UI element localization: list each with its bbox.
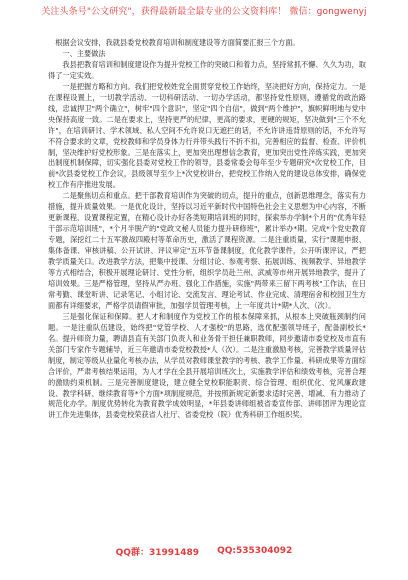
intro-paragraph: 根据会议安排，我就县委党校教育培训和制度建设等方面简要汇报三个方面。 xyxy=(55,38,300,47)
body-paragraph: 三是强化保证和保障。把人才和制度作为党校工作的根本保障来抓，从根本上突破瓶颈制约问题。一是注重队伍建设，始终把"党管学校、人才强校"的思路，选优配强领导班子，配备副校长*名。提升师资力量，聘请县直有关部门负责人和业务骨干担任兼职教师，同步邀请市委党校及市直有关部门专家作专题辅导，近三年邀请市委党校教授*人（次）。二是注重激励考核，完善教学质量评估制度，制定等级从业量化考核办法，从学员对教师课堂教学的考核、教学工作量、科研成果等方面综合评价，严肃考核结果运用，为人才学在全县开展培训班次上，实施教学评估和绩效考核，完善合理的激励约束机制。三是完善制度建设，建立健全党校职能职责、综合管理、组织优化、党风廉政建设、教学科研、继续教育等*个方面*项制度规范，并按照新规定新要求适时完善、增减、有力推动了规范化办学。制度优势转化为教育教学成效明显，*年县委讲师组被省委宣传部、讲师团评为理论宣讲工作先进集体，县委党校荣获省人社厅、省委党校（院）优秀科研工作组织奖。 xyxy=(48,311,366,420)
body-paragraph: 一是把握方略和方向。我们把党校姓党全面贯穿党校工作始终，坚决把好方向，保持定力。一是在课程设置上，一切教学活动、一切科研活动、一切办学活动，都坚持党性原则，遵循党的政治路线，忠诚捍卫"两个确立"，树牢"四个意识"，坚定"四个自信"，做到"两个维护"，旗帜鲜明地与党中央保持高度一致。二是在要求上，坚持更严的纪律，更高的要求，更硬的规矩，坚决做到"三个不允许"，在培训研讨、学术领域、私人空间不允许说口无遮拦的话，不允许讲违背原则的话，不允许写不符合要求的文章，党校教师和学员身体力行并带头践行不折不扣，完善相应的监督、检查、评价机制，坚决维护好党校形象。三是在落实上，更加突出理想信念教育，更加突出党性淬炼实践，更加突出制度机制保障，切实强化县委对党校工作的领导，县委常委会每年至少专题研究*次党校工作，目前*次县委党校工作会议，县级领导至少上*次党校讲台，把党校工作纳入党的建设总体安排，确保党校工作有序推进发展。 xyxy=(48,81,366,190)
body-paragraph: 我县把教育培训和制度建设作为提升党校工作的突破口和着力点，坚持常抓不懈、久久为功，取得了一定实效。 xyxy=(48,59,366,80)
banner-text: 关注头条号"公文研究"，获得最新最全最专业的公文资料库！ 微信：gongwenyj xyxy=(41,6,367,17)
section-heading: 一、主要做法 xyxy=(62,48,106,58)
top-banner xyxy=(0,0,408,24)
body-paragraph: 二是聚焦切点和重点。把干部教育培训作为突破的切点，提升的重点，创新思维理念，落实有力措施，提升质量效果。一是优化设计，坚持以习近平新时代中国特色社会主义思想为中心内容，不断更新课程、设置课程定置，在精心设计办好各类短期培训班的同时，探索举办学制*个月的"优秀年轻干部示范培训班"，*个月半脱产的"党政文秘人员能力提升研修班"，累计举办*期。完成*个党史教育专题，深挖红二十五军激战四殿村等革命历史，激活了课程资源。二是注重质量，实行"课题申报、集体备课、审核讲稿、公开试讲、评议审定"五环节备课制度，优化教学课件，公开听课评议，严把教学质量关口。改进教学方法，把集中授课、分组讨论、参观考察、拓展训练、视频教学、异地教学等方式相结合，积极开展理论研讨、党性分析，组织学员赴兰州、武威等市州开展异地教学，提升了培训效果。三是严格管理，坚持从严办班、强化工作措施，实施"两带来三留下两考核"工作法，在日常考勤、课堂听讲、记录笔记、小组讨论、交流发言、理论考试、作业完成、清理宿舍和校园卫生方面都有详细要求，严格学员请假审批，加强学员管理考核，上一年度共计*期*人次、（次）。 xyxy=(48,191,366,310)
qq-group: QQ群：31991489 xyxy=(115,547,200,558)
qq-contact: QQ:535304092 xyxy=(217,546,293,556)
footer xyxy=(0,543,408,559)
document-body xyxy=(48,38,366,421)
